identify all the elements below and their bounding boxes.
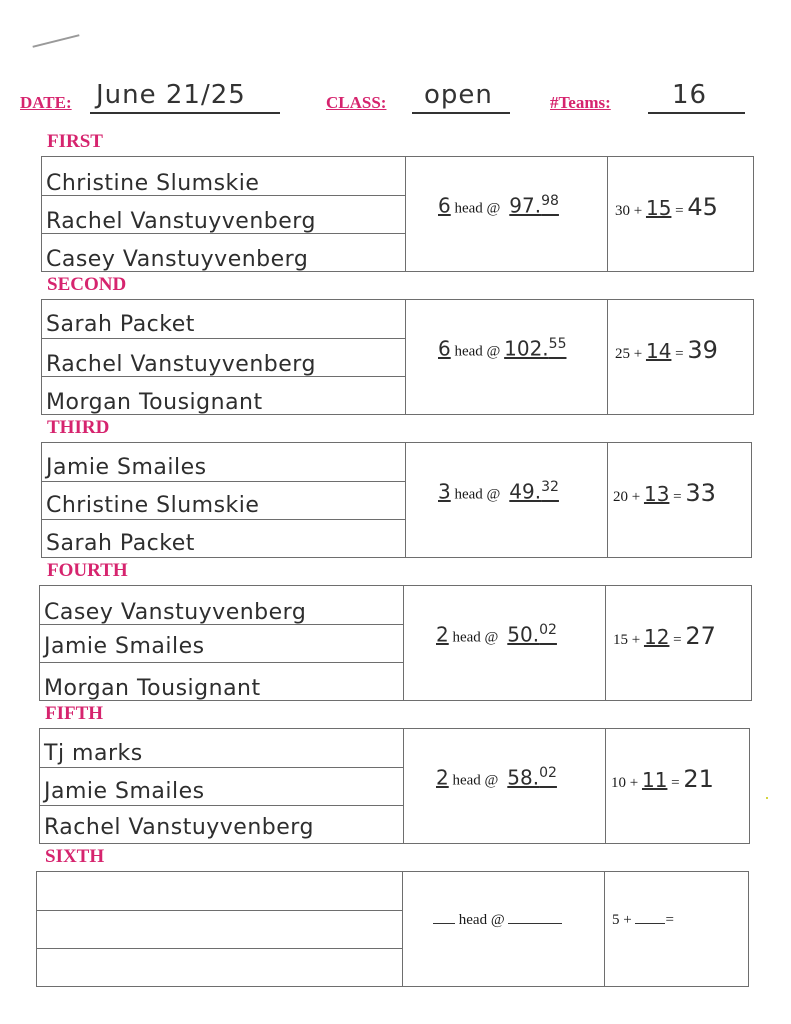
price-cents: 55 — [548, 336, 567, 352]
name-row — [37, 910, 402, 949]
head-price-cell — [438, 193, 564, 218]
head-word: head @ — [454, 486, 501, 503]
price-cents: 02 — [539, 622, 557, 638]
name-row — [40, 624, 403, 663]
place-label-second: SECOND — [47, 274, 127, 295]
head-word: head @ — [454, 343, 501, 360]
name-text: Casey Vanstuyvenberg — [46, 247, 309, 272]
column-divider — [405, 300, 406, 414]
price-main: 102. — [504, 336, 549, 361]
name-row — [42, 338, 405, 377]
equals-sign: = — [675, 346, 684, 362]
head-count: 6 — [438, 336, 451, 361]
equals-sign: = — [671, 775, 680, 791]
name-row — [37, 872, 402, 911]
date-value: June 21/25 — [96, 80, 246, 110]
head-word: head @ — [454, 200, 501, 217]
equals-sign: = — [665, 912, 674, 928]
name-row — [40, 729, 403, 768]
total-points: 33 — [685, 479, 716, 507]
column-divider — [607, 157, 608, 271]
place-label-fifth: FIFTH — [45, 703, 104, 724]
base-points: 30 + — [615, 203, 643, 219]
head-count: 6 — [438, 193, 451, 218]
name-row — [42, 519, 405, 557]
bonus-points: 14 — [645, 339, 672, 363]
bonus-points: 11 — [641, 768, 668, 792]
name-row — [42, 481, 405, 520]
price-value — [502, 622, 562, 647]
price-cents: 32 — [541, 479, 559, 495]
name-row — [42, 195, 405, 234]
place-block-first — [41, 156, 754, 272]
name-text: Christine Slumskie — [46, 171, 260, 196]
place-block-second — [41, 299, 754, 415]
column-divider — [402, 872, 403, 986]
bonus-points: 13 — [643, 482, 670, 506]
name-row — [40, 662, 403, 700]
price-main: 50. — [507, 622, 540, 647]
price-main: 58. — [507, 765, 540, 790]
name-row — [40, 805, 403, 843]
column-divider — [604, 872, 605, 986]
price-value — [502, 765, 562, 790]
total-points: 45 — [687, 193, 718, 221]
name-row — [42, 376, 405, 414]
pen-mark — [32, 34, 79, 48]
column-divider — [607, 443, 608, 557]
equals-sign: = — [673, 489, 682, 505]
column-divider — [605, 586, 606, 700]
head-count — [433, 923, 455, 924]
date-underline — [90, 112, 280, 114]
points-cell — [615, 193, 718, 221]
price-value — [504, 479, 564, 504]
teams-value: 16 — [672, 80, 708, 110]
name-text: Jamie Smailes — [44, 779, 205, 804]
place-label-sixth: SIXTH — [45, 846, 105, 867]
class-value: open — [424, 80, 493, 110]
name-row — [42, 300, 405, 339]
class-underline — [412, 112, 510, 114]
column-divider — [607, 300, 608, 414]
head-word: head @ — [458, 912, 505, 928]
column-divider — [405, 443, 406, 557]
class-label: CLASS: — [326, 93, 387, 112]
name-text: Jamie Smailes — [46, 455, 207, 480]
points-cell — [613, 479, 716, 507]
price-cents: 98 — [541, 193, 559, 209]
bonus-points — [635, 923, 665, 924]
column-divider — [403, 586, 404, 700]
teams-underline — [648, 112, 745, 114]
equals-sign: = — [673, 632, 682, 648]
price-value — [504, 336, 566, 361]
base-points: 15 + — [613, 632, 641, 648]
name-text: Rachel Vanstuyvenberg — [46, 352, 316, 377]
name-text: Morgan Tousignant — [46, 390, 263, 415]
head-word: head @ — [452, 772, 499, 789]
head-price-cell — [436, 765, 562, 790]
name-text: Tj marks — [44, 741, 143, 766]
head-price-cell — [436, 622, 562, 647]
teams-label: #Teams: — [550, 93, 611, 112]
name-text: Rachel Vanstuyvenberg — [46, 209, 316, 234]
head-word: head @ — [452, 629, 499, 646]
column-divider — [405, 157, 406, 271]
column-divider — [605, 729, 606, 843]
total-points: 21 — [683, 765, 714, 793]
name-row — [42, 157, 405, 196]
head-count: 3 — [438, 479, 451, 504]
base-points: 5 + — [612, 912, 632, 928]
name-text: Casey Vanstuyvenberg — [44, 600, 307, 625]
name-row — [40, 586, 403, 625]
speck-mark — [766, 797, 768, 799]
points-cell — [613, 622, 716, 650]
name-text: Jamie Smailes — [44, 634, 205, 659]
name-text: Sarah Packet — [46, 531, 195, 556]
name-row — [40, 767, 403, 806]
head-price-cell — [438, 336, 566, 361]
column-divider — [403, 729, 404, 843]
place-block-third — [41, 442, 752, 558]
head-price-cell — [433, 912, 562, 929]
price-main: 49. — [509, 479, 542, 504]
base-points: 20 + — [613, 489, 641, 505]
points-cell — [612, 912, 674, 929]
head-count: 2 — [436, 765, 449, 790]
place-label-first: FIRST — [47, 131, 103, 152]
name-row — [42, 443, 405, 482]
name-text: Rachel Vanstuyvenberg — [44, 815, 314, 840]
place-label-third: THIRD — [47, 417, 110, 438]
points-cell — [615, 336, 718, 364]
place-block-fifth — [39, 728, 750, 844]
name-text: Christine Slumskie — [46, 493, 260, 518]
bonus-points: 15 — [645, 196, 672, 220]
place-block-fourth — [39, 585, 752, 701]
name-row — [42, 233, 405, 271]
name-row — [37, 948, 402, 986]
total-points: 39 — [687, 336, 718, 364]
base-points: 10 + — [611, 775, 639, 791]
place-label-fourth: FOURTH — [47, 560, 128, 581]
place-block-sixth — [36, 871, 749, 987]
head-price-cell — [438, 479, 564, 504]
total-points: 27 — [685, 622, 716, 650]
date-label: DATE: — [20, 93, 72, 112]
points-cell — [611, 765, 714, 793]
equals-sign: = — [675, 203, 684, 219]
base-points: 25 + — [615, 346, 643, 362]
price-value — [504, 193, 564, 218]
price-value — [508, 923, 562, 924]
name-text: Morgan Tousignant — [44, 676, 261, 701]
name-text: Sarah Packet — [46, 312, 195, 337]
price-cents: 02 — [539, 765, 557, 781]
bonus-points: 12 — [643, 625, 670, 649]
head-count: 2 — [436, 622, 449, 647]
price-main: 97. — [509, 193, 542, 218]
